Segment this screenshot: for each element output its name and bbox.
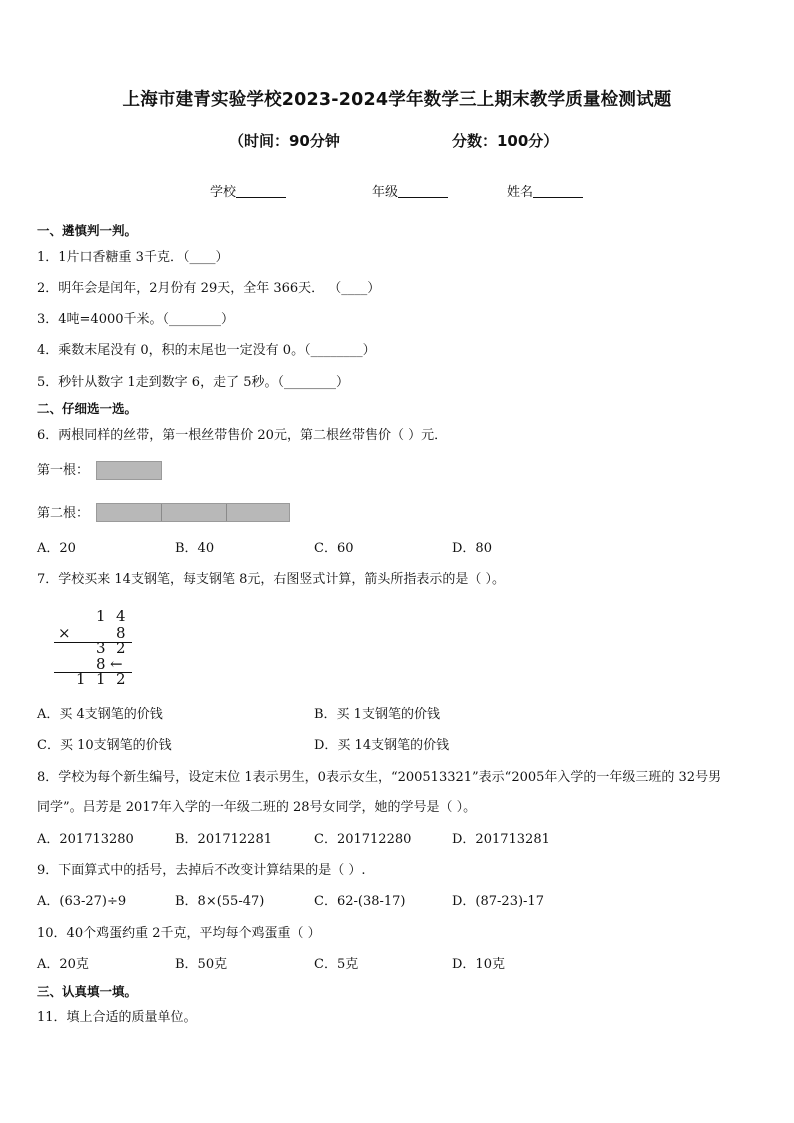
ribbon-2-bar bbox=[96, 503, 290, 522]
calc-digit: 1 bbox=[96, 607, 106, 625]
calc-digit: 8 bbox=[96, 655, 106, 673]
page-title: 上海市建青实验学校2023-2024学年数学三上期末教学质量检测试题 bbox=[122, 90, 672, 110]
arrow-icon: ← bbox=[110, 655, 123, 673]
question-11: 11．填上合适的质量单位。 bbox=[37, 1010, 197, 1025]
calc-digit: 3 bbox=[96, 639, 106, 657]
section-2-heading: 二、仔细选一选。 bbox=[37, 401, 138, 416]
grade-blank[interactable] bbox=[398, 185, 448, 198]
grade-label: 年级 bbox=[372, 185, 399, 200]
ribbon-1-bar bbox=[96, 461, 162, 480]
ribbon-2-divider bbox=[161, 504, 162, 521]
school-blank[interactable] bbox=[236, 185, 286, 198]
grade-field[interactable] bbox=[372, 181, 448, 200]
q7-option-d[interactable]: D．买 14支钢笔的价钱 bbox=[314, 738, 450, 753]
q9-option-c[interactable]: C．62-(38-17) bbox=[314, 894, 406, 909]
q10-option-b[interactable]: B．50克 bbox=[175, 957, 228, 972]
question-10-stem: 10．40个鸡蛋约重 2千克，平均每个鸡蛋重（ ） bbox=[37, 926, 321, 941]
name-label: 姓名 bbox=[507, 185, 534, 200]
q9-option-b[interactable]: B．8×(55-47) bbox=[175, 894, 265, 909]
question-8-stem-line-2: 同学”。吕芳是 2017年入学的一年级二班的 28号女同学，她的学号是（ ）。 bbox=[37, 800, 477, 815]
question-3: 3．4吨=4000千米。（________） bbox=[37, 312, 235, 327]
q7-option-b[interactable]: B．买 1支钢笔的价钱 bbox=[314, 707, 440, 722]
q7-option-c[interactable]: C．买 10支钢笔的价钱 bbox=[37, 738, 172, 753]
q10-option-d[interactable]: D．10克 bbox=[452, 957, 505, 972]
calc-digit: 2 bbox=[116, 639, 126, 657]
calc-digit: 2 bbox=[116, 670, 126, 688]
question-2: 2．明年会是闰年，2月份有 29天，全年 366天． （____） bbox=[37, 281, 381, 296]
q9-option-d[interactable]: D．(87-23)-17 bbox=[452, 894, 544, 909]
q6-option-a[interactable]: A．20 bbox=[37, 541, 76, 556]
question-5: 5．秒针从数字 1走到数字 6，走了 5秒。（________） bbox=[37, 375, 349, 390]
time-label: （时间：90分钟 bbox=[229, 132, 340, 150]
ribbon-2-divider bbox=[226, 504, 227, 521]
school-label: 学校 bbox=[210, 185, 237, 200]
calc-digit: 4 bbox=[116, 607, 126, 625]
score-label: 分数：100分） bbox=[452, 132, 559, 150]
ribbon-2-label: 第二根： bbox=[37, 506, 90, 521]
q8-option-a[interactable]: A．201713280 bbox=[37, 832, 134, 847]
question-8-stem-line-1: 8．学校为每个新生编号，设定末位 1表示男生，0表示女生，“200513321”表示“2005年入学的一年级三班的 32号男 bbox=[37, 770, 722, 785]
section-1-heading: 一、遴慎判一判。 bbox=[37, 223, 138, 238]
school-field[interactable] bbox=[210, 181, 286, 200]
calc-digit: 1 bbox=[76, 670, 86, 688]
q6-option-c[interactable]: C．60 bbox=[314, 541, 354, 556]
question-9-stem: 9．下面算式中的括号，去掉后不改变计算结果的是（ ）. bbox=[37, 863, 366, 878]
name-blank[interactable] bbox=[533, 185, 583, 198]
calc-digit: 8 bbox=[116, 624, 126, 642]
q8-option-b[interactable]: B．201712281 bbox=[175, 832, 272, 847]
name-field[interactable] bbox=[507, 181, 583, 200]
q10-option-c[interactable]: C．5克 bbox=[314, 957, 359, 972]
q6-option-d[interactable]: D．80 bbox=[452, 541, 492, 556]
q7-option-a[interactable]: A．买 4支钢笔的价钱 bbox=[37, 707, 163, 722]
question-1: 1．1片口香糖重 3千克．（____） bbox=[37, 250, 229, 265]
q9-option-a[interactable]: A．(63-27)÷9 bbox=[37, 894, 127, 909]
times-sign: × bbox=[58, 624, 71, 642]
calc-digit: 1 bbox=[96, 670, 106, 688]
section-3-heading: 三、认真填一填。 bbox=[37, 984, 138, 999]
q8-option-d[interactable]: D．201713281 bbox=[452, 832, 550, 847]
question-6-stem: 6．两根同样的丝带，第一根丝带售价 20元，第二根丝带售价（ ）元． bbox=[37, 428, 448, 443]
vertical-multiplication bbox=[50, 606, 140, 688]
ribbon-1-label: 第一根： bbox=[37, 463, 90, 478]
question-7-stem: 7．学校买来 14支钢笔，每支钢笔 8元，右图竖式计算，箭头所指表示的是（ ）。 bbox=[37, 572, 505, 587]
q8-option-c[interactable]: C．201712280 bbox=[314, 832, 412, 847]
q10-option-a[interactable]: A．20克 bbox=[37, 957, 89, 972]
q6-option-b[interactable]: B．40 bbox=[175, 541, 215, 556]
question-4: 4．乘数末尾没有 0，积的末尾也一定没有 0。（________） bbox=[37, 343, 376, 358]
